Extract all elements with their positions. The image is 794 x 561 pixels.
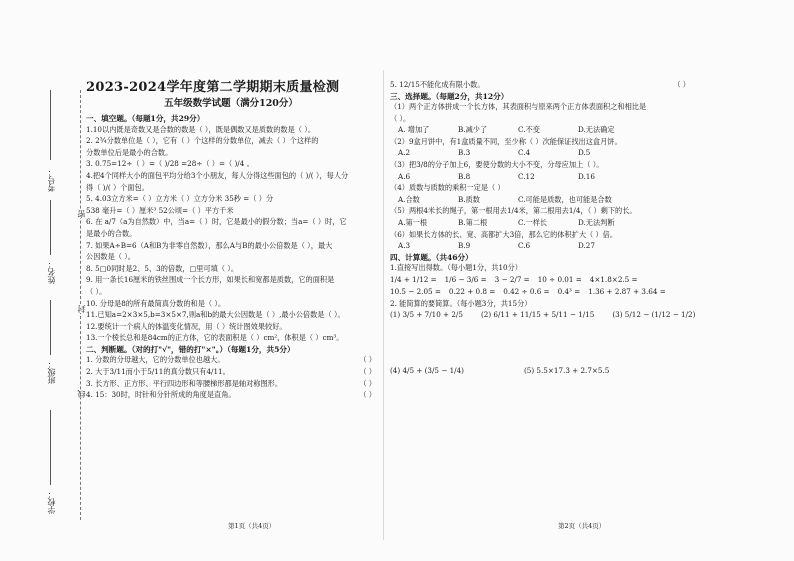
choice-option: B.质数	[458, 194, 480, 204]
question-4-cont: 得（ )/( ）个面包。	[86, 182, 149, 192]
question-3: 3. 0.75=12÷（ ）=（ )/28 =28÷（ ）=（ )/4 。	[86, 159, 254, 169]
question-5: 5. 4.03立方米=（ ）立方米（ ）立方分米 35秒 =（ ）分	[86, 194, 274, 204]
choice-5: （5）两根4米长的绳子，第一根用去1/4米，第二根用去1/4，（ ）剩下的长。	[390, 206, 637, 216]
choice-option: D.5	[578, 148, 591, 158]
calc-part-2: 2. 能简算的要简算。（每小题3分，共15分）	[390, 298, 532, 308]
judge-1-answer: （ ）	[359, 355, 376, 365]
choice-option: D.27	[578, 241, 595, 251]
calc-item: 0.22 + 0.8 =	[448, 286, 496, 296]
choice-option: A.第一根	[398, 218, 428, 228]
question-2-cont: 分数单位后是最小的合数。	[86, 147, 173, 157]
calc-item: 0.42 ÷ 0.6 =	[503, 286, 550, 296]
simplify-item: (4) 4/5 + (3/5 − 1/4)	[390, 366, 464, 376]
judge-4	[86, 390, 376, 399]
footer-page-2: 第2页（共4页）	[558, 522, 606, 530]
choice-option: C.可能是质数，也可能是合数	[518, 194, 612, 204]
page-fold	[383, 70, 384, 540]
choice-3: （3）把3/8的分子加上6，要使分数的大小不变，分母应加上（ ）。	[390, 160, 604, 170]
section-judge: 二、判断题。（对的打"√"，错的打"×"。）（每题1分，共5分）	[86, 344, 295, 354]
choice-1: （1）两个正方体拼成一个长方体，其表面积与原来两个正方体表面积之和相比是	[390, 102, 647, 112]
simplify-item: (5) 5.5×17.3 + 2.7×5.5	[523, 366, 610, 376]
xingming-line	[50, 200, 51, 255]
judge-5	[390, 80, 690, 89]
section-calc: 四、计算题。（共46分）	[390, 252, 473, 262]
simplify-item: (1) 3/5 + 7/10 + 2/5	[390, 310, 463, 320]
calc-item: 3 − 2/7 =	[494, 274, 530, 284]
choice-option: A.6	[398, 171, 411, 181]
question-9: 9. 用一条长16厘米的铁丝围成一个长方形，如果长和宽都是质数，它的面积是	[86, 275, 335, 285]
judge-1-text: 1. 分数的分母越大，它的分数单位也越大。	[86, 355, 225, 365]
question-8: 8. 5□0同时是2、5、3的倍数，□里可填（ ）。	[86, 263, 239, 273]
kaohao-label: 考号：	[47, 168, 56, 192]
choice-option: C.4	[518, 148, 531, 158]
choice-option: B.3	[458, 148, 471, 158]
choice-1-cont: （ ）。	[390, 113, 411, 123]
calc-part-1: 1.直接写出得数。（每小题1分，共10分）	[390, 263, 522, 273]
simplify-item: (2) 6/11 + 11/15 + 5/11 − 1/15	[480, 310, 595, 320]
choice-option: D.无法确定	[578, 125, 615, 135]
work-space	[390, 322, 690, 366]
xuexiao-line	[50, 410, 51, 485]
footer-page-1: 第1页（共4页）	[228, 522, 276, 530]
choice-3-options	[398, 172, 690, 181]
calc-item: 1/6 − 3/6 =	[444, 274, 487, 284]
question-4: 4.把4个同样大小的面包平均分给3个小朋友，每人分得这些面包的（ )/( ），每人分	[86, 170, 349, 180]
choice-4: （4）质数与质数的乘积一定是（ ）	[390, 183, 505, 193]
question-7: 7. 如果A÷B=6（A和B为非零自然数），那么A与B的最小公倍数是（ ），最大	[86, 240, 333, 250]
banji-line	[50, 300, 51, 355]
exam-subtitle: 五年级数学试题（满分120分）	[164, 98, 298, 110]
feng-char: 封	[77, 305, 86, 313]
judge-3	[86, 379, 376, 388]
choice-option: D.无法判断	[578, 218, 615, 228]
choice-option: A.合数	[398, 194, 420, 204]
choice-2: （2）9盒月饼中，有1盒质量不同，至少称（ ）次能保证找出这盒月饼。	[390, 136, 622, 146]
choice-option: A. 增加了	[398, 125, 430, 135]
choice-option: D.16	[578, 171, 595, 181]
calc-item: 10.5 − 2.05 =	[390, 286, 441, 296]
question-2: 2. 2¾分数单位是（ ），它有（ ）个这样的分数单位，减去（ ）个这样的	[86, 136, 319, 146]
question-11: 11.已知a=2×3×5,b=3×5×7,则a和b的最大公因数是（ ）,最小公倍数是（ ）。	[86, 310, 345, 320]
calc-item: 4×1.8×2.5 =	[589, 274, 638, 284]
calc-row-2	[390, 287, 690, 296]
choice-option: C.12	[518, 171, 535, 181]
choice-option: A.3	[398, 241, 411, 251]
judge-3-text: 3. 长方形、正方形、平行四边形和等腰梯形都是轴对称图形。	[86, 378, 283, 388]
calc-item: 1.36 + 2.87 + 3.64 =	[588, 286, 666, 296]
judge-2-text: 2. 大于3/11而小于5/11的真分数只有4/11。	[86, 366, 230, 376]
left-page	[86, 80, 376, 402]
choice-1-options	[398, 125, 690, 134]
question-6: 6. 在 a/7（a为自然数）中，当a=（ ）时，它是最小的假分数；当a=（ ）时，它	[86, 217, 347, 227]
calc-item: 0.4³ =	[557, 286, 581, 296]
right-page	[390, 80, 696, 378]
choice-6: （6）如果长方体的长、宽、高都扩大3倍，那么它的体积扩大（ ）倍。	[390, 229, 618, 239]
question-5-cont: 538 毫升=（ ）厘米³ 52公顷=（ ）平方千米	[86, 205, 234, 215]
banji-label: 班级：	[47, 360, 56, 384]
question-12: 12.要统计一个病人的体温变化情况，用（ ）统计图效果较好。	[86, 321, 287, 331]
choice-option: B.减少了	[458, 125, 488, 135]
choice-option: C.6	[518, 241, 531, 251]
choice-6-options	[398, 241, 690, 250]
xuexiao-label: 学校：	[47, 490, 56, 514]
question-7-cont: 公因数是（ ）。	[86, 252, 135, 262]
choice-5-options	[398, 218, 690, 227]
simplify-row-2	[390, 366, 690, 375]
simplify-item: (3) 5/12 − (1/12 − 1/2)	[612, 310, 696, 320]
calc-row-1	[390, 275, 690, 284]
choice-option: B.8	[458, 171, 471, 181]
choice-option: A.2	[398, 148, 411, 158]
choice-option: C.一样长	[518, 218, 548, 228]
mi-char: 密	[77, 210, 86, 218]
exam-title: 2023-2024学年度第二学期期末质量检测	[86, 80, 340, 95]
xian-char: 线	[77, 390, 86, 398]
judge-2-answer: （ ）	[359, 366, 376, 376]
question-1: 1.10以内既是奇数又是合数的数是（ ），既是偶数又是质数的数是（ ）。	[86, 124, 316, 134]
calc-item: 1/4 + 1/12 =	[390, 274, 437, 284]
question-10: 10. 分母是8的所有最简真分数的和是（ ）。	[86, 298, 226, 308]
question-13: 13.一个棱长总和是84cm的正方体，它的表面积是（ ）cm²，体积是（ ）cm³。	[86, 333, 344, 343]
judge-5-answer: （ ）	[673, 80, 690, 89]
question-6-cont: 是最小的合数。	[86, 228, 137, 238]
judge-4-text: 4. 15：30时，时针和分针所成的角度是直角。	[86, 390, 236, 400]
xingming-label: 姓名：	[47, 260, 56, 284]
choice-4-options	[398, 195, 690, 204]
kaohao-line	[50, 90, 51, 160]
calc-item: 10 ÷ 0.01 =	[537, 274, 582, 284]
judge-4-answer: （ ）	[359, 390, 376, 400]
question-9-cont: （ ）。	[86, 286, 107, 296]
section-fill-blank: 一、填空题。（每题1分，共29分）	[86, 114, 205, 124]
choice-2-options	[398, 148, 690, 157]
binding-strip	[22, 90, 86, 520]
judge-1	[86, 355, 376, 364]
choice-option: C.不变	[518, 125, 540, 135]
judge-5-text: 5. 12/15不能化成有限小数。	[390, 80, 485, 89]
choice-option: B.第二根	[458, 218, 488, 228]
judge-3-answer: （ ）	[359, 378, 376, 388]
judge-2	[86, 367, 376, 376]
simplify-row-1	[390, 310, 696, 320]
section-choice: 三、选择题。（每题2分，共12分）	[390, 91, 509, 101]
choice-option: B.9	[458, 241, 471, 251]
